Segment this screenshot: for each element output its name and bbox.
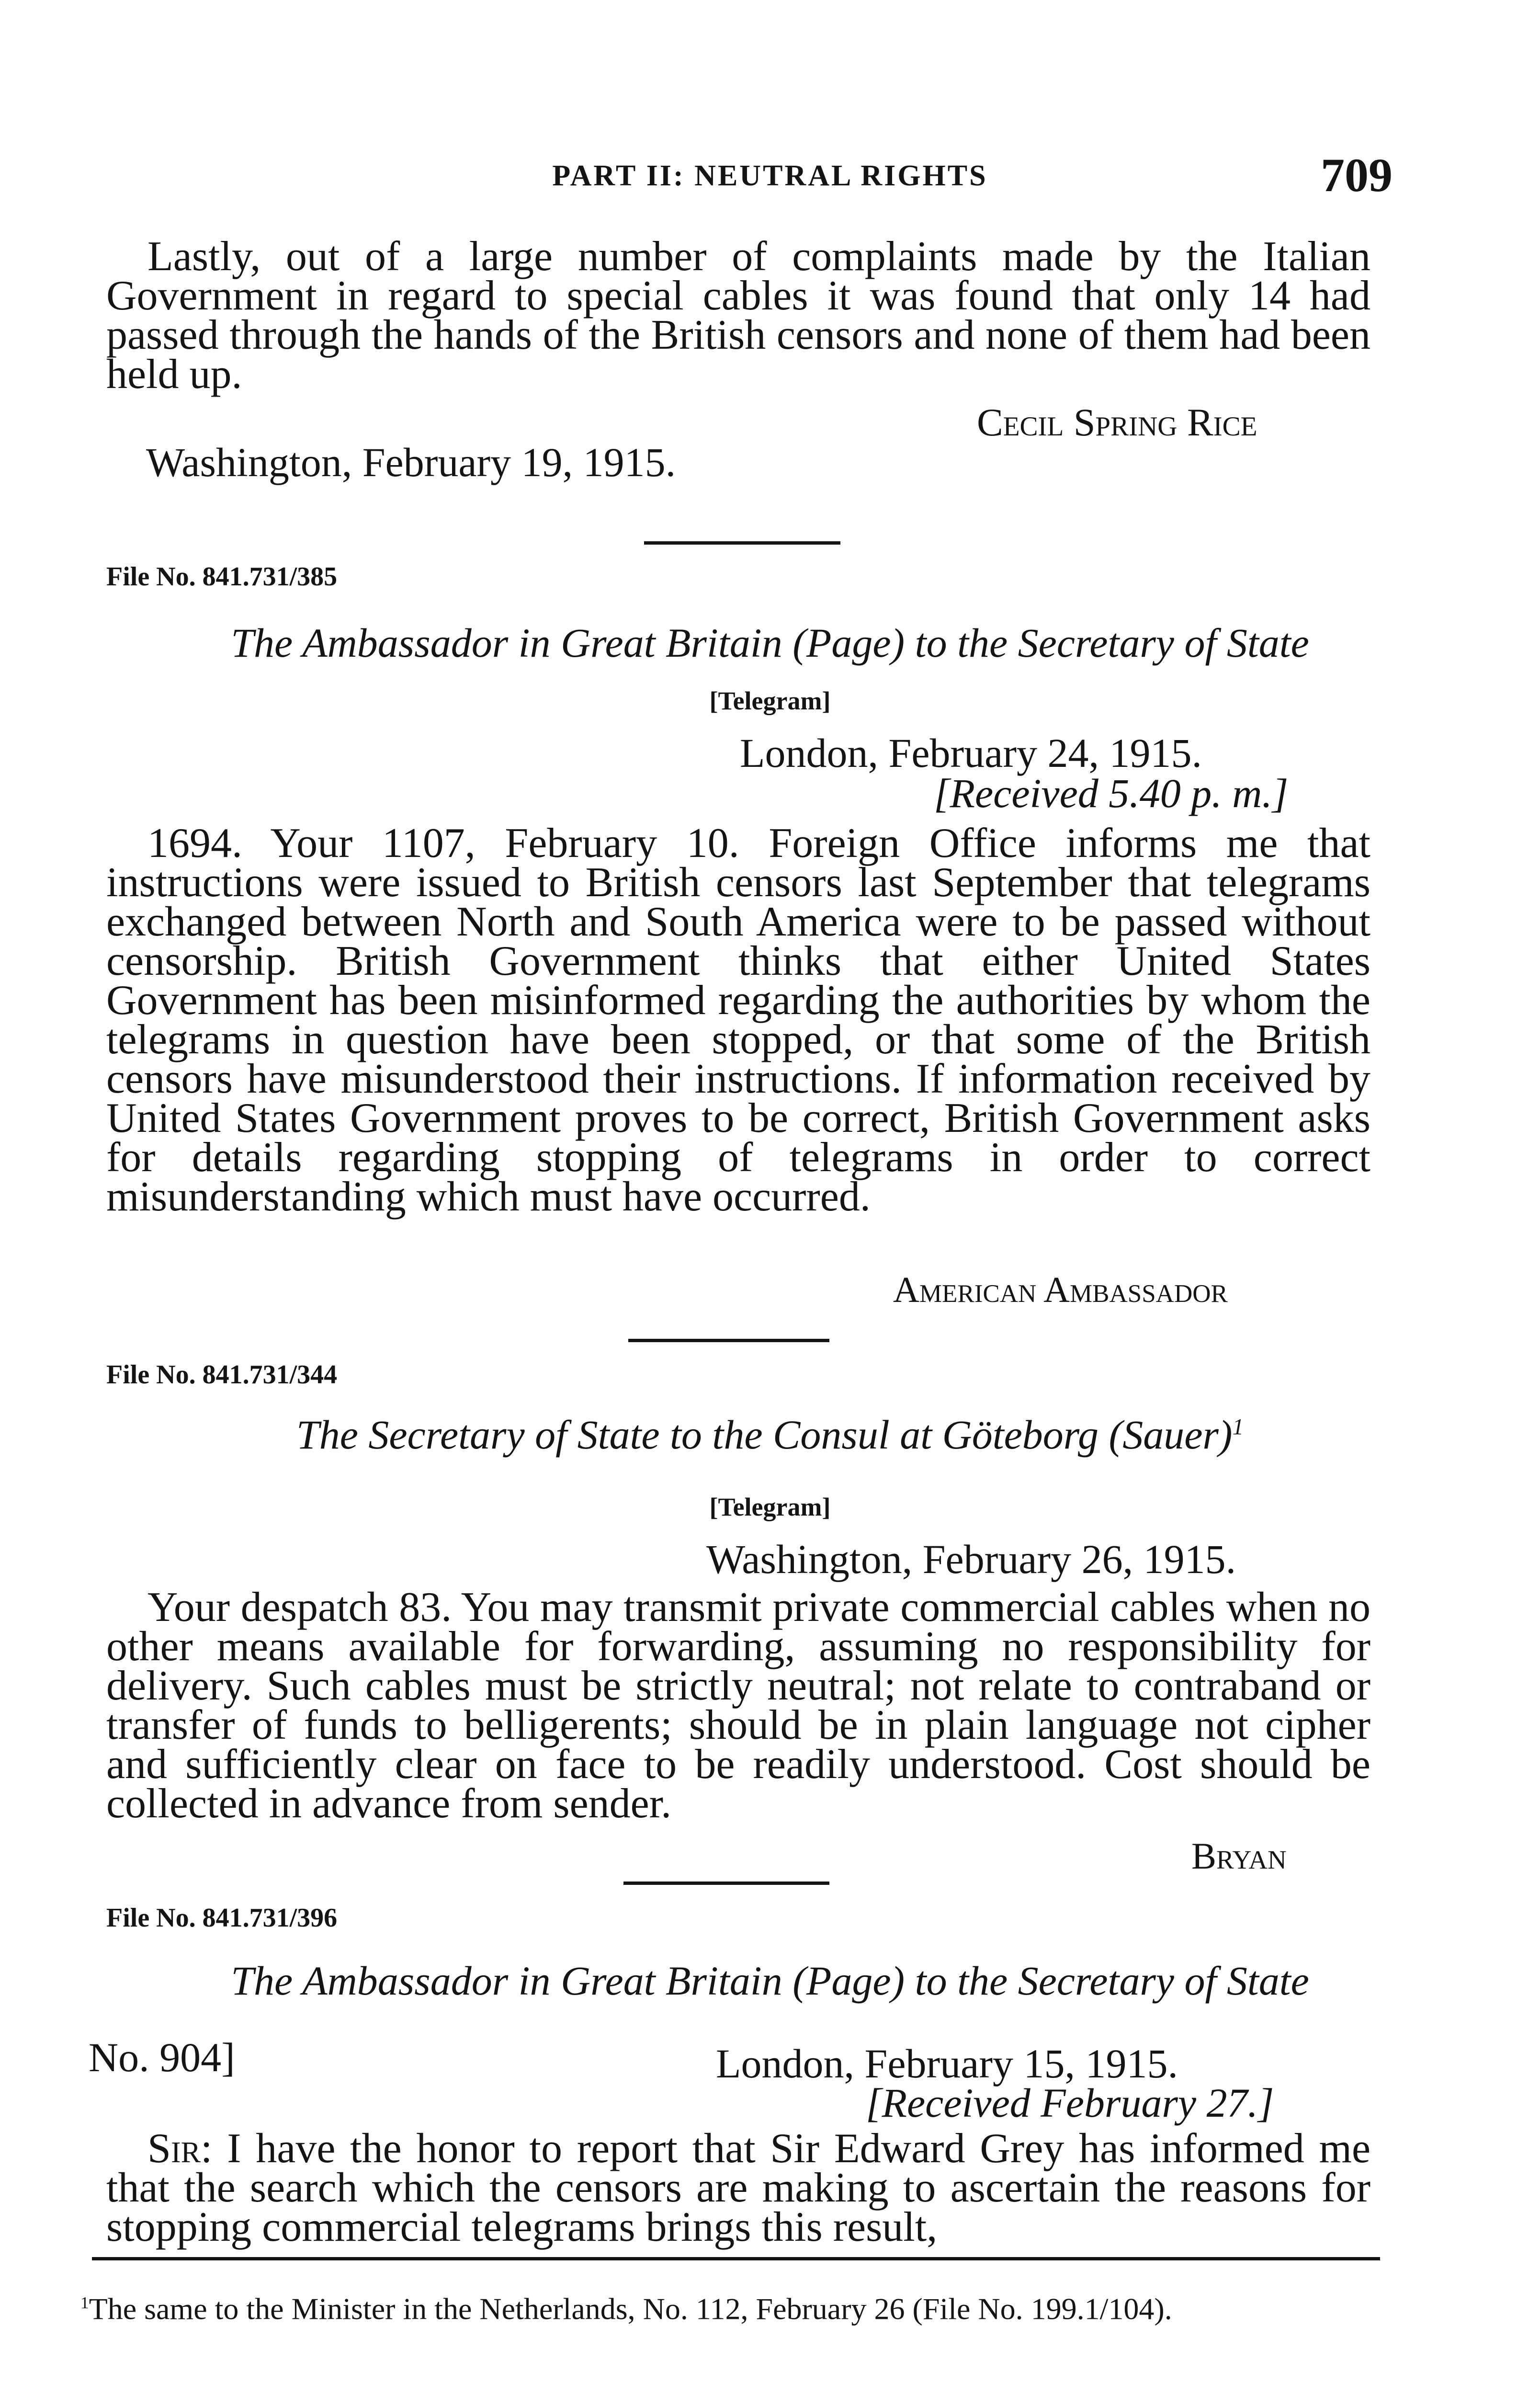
salutation: Sir:	[147, 2125, 213, 2172]
document-heading: The Ambassador in Great Britain (Page) to the Secretary of State	[231, 620, 1309, 666]
file-number: File No. 841.731/344	[106, 1360, 338, 1390]
received-note: [Received February 27.]	[866, 2080, 1274, 2126]
telegram-label: [Telegram]	[709, 686, 831, 715]
footnote-text: The same to the Minister in the Netherlands, No. 112, February 26 (File No. 199.1/104).	[89, 2292, 1172, 2326]
body-paragraph	[106, 2125, 1371, 2250]
body-paragraph: Your despatch 83. You may transmit private commercial cables when no other means available for forwarding, assuming no responsibility for delivery. Such cables must be strictly neutral; not relate to contraband or transfer of funds to belligerents; should be in plain language not cipher and sufficiently clear on face to be readily understood. Cost should be collected in advance from sender.	[106, 1584, 1370, 1827]
footnote-rule	[92, 2257, 1380, 2260]
intro-paragraph: Lastly, out of a large number of complaints made by the Italian Government in regard to special cables it was found that only 14 had passed through the hands of the British censors and none of them had been held up.	[106, 233, 1370, 398]
body-paragraph: 1694. Your 1107, February 10. Foreign Office informs me that instructions were issued to British censors last September that telegrams exchanged between North and South America were to be passed without censorship. British Government thinks that either United States Government has been misinformed regarding the authorities by whom the telegrams in question have been stopped, or that some of the British censors have misunderstood their instructions. If information received by United States Government proves to be correct, British Government asks for details regarding stopping of telegrams in order to correct misunderstanding which must have occurred.	[106, 820, 1370, 1220]
separator-rule	[628, 1339, 829, 1342]
footnote	[80, 2287, 1373, 2325]
signature: Bryan	[1191, 1835, 1287, 1877]
file-number: File No. 841.731/385	[106, 562, 338, 592]
dateline: Washington, February 26, 1915.	[706, 1536, 1236, 1582]
document-heading	[0, 1411, 1540, 1459]
running-header: PART II: NEUTRAL RIGHTS	[552, 160, 988, 192]
signature: American Ambassador	[893, 1270, 1228, 1310]
document-body	[106, 820, 1370, 1220]
despatch-number: No. 904]	[89, 2034, 235, 2080]
footnote-ref: 1	[1232, 1414, 1244, 1440]
received-note: [Received 5.40 p. m.]	[934, 770, 1289, 816]
intro-section	[106, 233, 1370, 398]
intro-dateline-text: Washington, February 19, 1915.	[146, 439, 676, 485]
document-body	[106, 2125, 1371, 2250]
separator-rule	[623, 1882, 829, 1885]
dateline: London, February 15, 1915.	[716, 2041, 1178, 2087]
body-text: I have the honor to report that Sir Edward Grey has informed me that the search which the censors are making to ascertain the reasons for stopping commercial telegrams brings this result,	[106, 2125, 1371, 2250]
page-number: 709	[1321, 148, 1393, 202]
intro-dateline	[146, 438, 676, 486]
footnote-marker: 1	[80, 2293, 89, 2312]
intro-signature: Cecil Spring Rice	[977, 400, 1257, 444]
document-heading: The Ambassador in Great Britain (Page) to the Secretary of State	[231, 1958, 1309, 2004]
heading-text: The Secretary of State to the Consul at Göteborg (Sauer)	[296, 1412, 1233, 1458]
dateline: London, February 24, 1915.	[740, 730, 1202, 776]
separator-rule	[644, 541, 840, 545]
document-body	[106, 1584, 1370, 1827]
telegram-label: [Telegram]	[709, 1493, 831, 1521]
file-number: File No. 841.731/396	[106, 1903, 338, 1933]
